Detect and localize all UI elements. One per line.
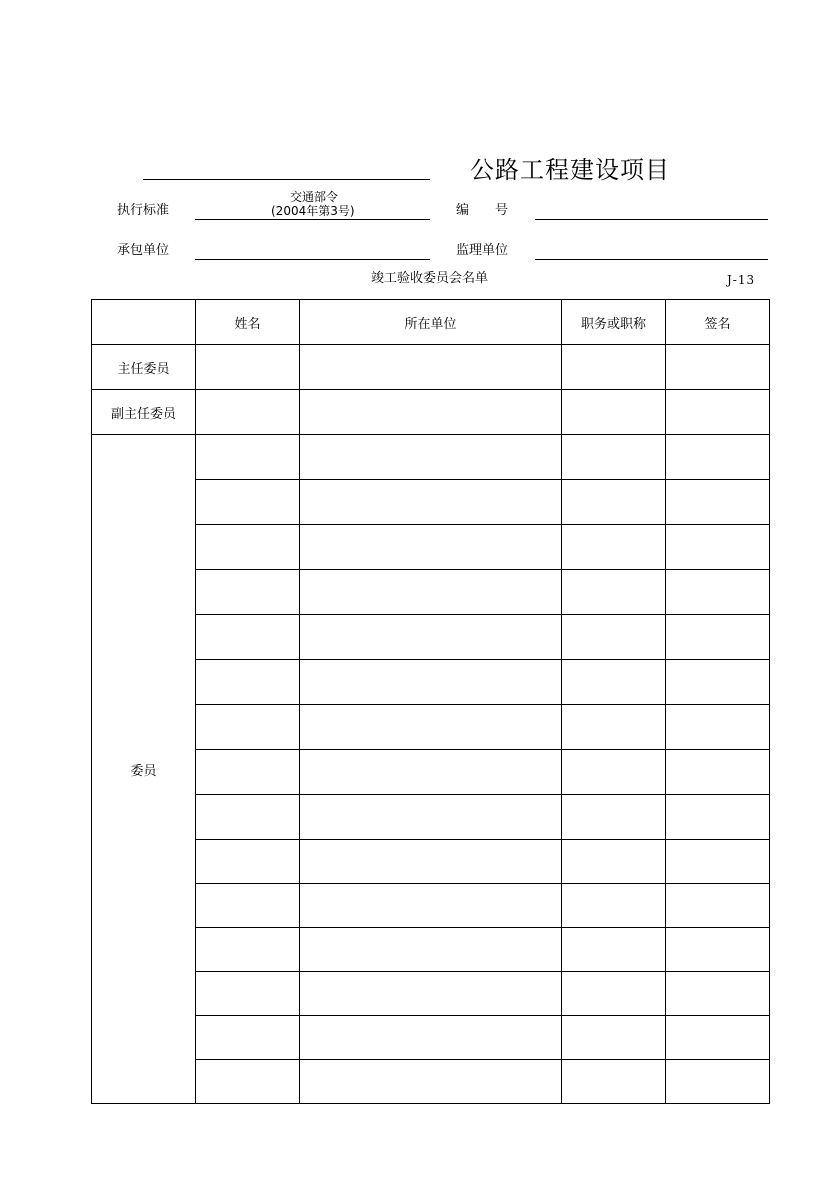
title-cell[interactable] — [562, 840, 666, 884]
signature-cell[interactable] — [666, 525, 770, 570]
title-cell[interactable] — [562, 345, 666, 390]
header-cell-signature: 签名 — [666, 300, 770, 345]
signature-cell[interactable] — [666, 660, 770, 705]
title-cell[interactable] — [562, 972, 666, 1016]
name-cell[interactable] — [196, 928, 300, 972]
title-cell[interactable] — [562, 1060, 666, 1104]
signature-cell[interactable] — [666, 435, 770, 480]
signature-cell[interactable] — [666, 480, 770, 525]
name-cell[interactable] — [196, 435, 300, 480]
supervisor-label: 监理单位 — [456, 243, 509, 258]
form-code: J-13 — [727, 273, 756, 287]
contractor-field-underline[interactable] — [195, 259, 430, 260]
role-cell-chair: 主任委员 — [92, 345, 196, 390]
table-row — [92, 435, 770, 480]
unit-cell[interactable] — [300, 435, 562, 480]
unit-cell[interactable] — [300, 1016, 562, 1060]
title-cell[interactable] — [562, 435, 666, 480]
title-cell[interactable] — [562, 884, 666, 928]
name-cell[interactable] — [196, 884, 300, 928]
header-cell-role — [92, 300, 196, 345]
name-cell[interactable] — [196, 840, 300, 884]
name-cell[interactable] — [196, 570, 300, 615]
supervisor-field-underline[interactable] — [535, 259, 768, 260]
table-header-row — [92, 300, 770, 345]
signature-cell[interactable] — [666, 1060, 770, 1104]
name-cell[interactable] — [196, 795, 300, 840]
signature-cell[interactable] — [666, 840, 770, 884]
signature-cell[interactable] — [666, 750, 770, 795]
unit-cell[interactable] — [300, 795, 562, 840]
table-row — [92, 390, 770, 435]
title-cell[interactable] — [562, 705, 666, 750]
name-cell[interactable] — [196, 345, 300, 390]
project-name-underline — [143, 179, 430, 180]
table-row — [92, 345, 770, 390]
signature-cell[interactable] — [666, 795, 770, 840]
signature-cell[interactable] — [666, 705, 770, 750]
signature-cell[interactable] — [666, 345, 770, 390]
title-cell[interactable] — [562, 928, 666, 972]
name-cell[interactable] — [196, 660, 300, 705]
role-cell-member: 委员 — [92, 435, 196, 1104]
document-title: 公路工程建设项目 — [470, 156, 670, 184]
unit-cell[interactable] — [300, 1060, 562, 1104]
title-cell[interactable] — [562, 390, 666, 435]
signature-cell[interactable] — [666, 390, 770, 435]
name-cell[interactable] — [196, 750, 300, 795]
standard-value-line1: 交通部令 — [290, 190, 339, 204]
header-cell-unit: 所在单位 — [300, 300, 562, 345]
unit-cell[interactable] — [300, 840, 562, 884]
title-cell[interactable] — [562, 1016, 666, 1060]
name-cell[interactable] — [196, 615, 300, 660]
title-cell[interactable] — [562, 480, 666, 525]
signature-cell[interactable] — [666, 570, 770, 615]
committee-roster-table — [91, 299, 770, 1104]
name-cell[interactable] — [196, 480, 300, 525]
name-cell[interactable] — [196, 972, 300, 1016]
header-cell-name: 姓名 — [196, 300, 300, 345]
unit-cell[interactable] — [300, 525, 562, 570]
number-field-underline[interactable] — [535, 219, 768, 220]
number-label: 编 号 — [456, 203, 509, 218]
signature-cell[interactable] — [666, 928, 770, 972]
unit-cell[interactable] — [300, 928, 562, 972]
unit-cell[interactable] — [300, 660, 562, 705]
signature-cell[interactable] — [666, 884, 770, 928]
unit-cell[interactable] — [300, 705, 562, 750]
standard-value-line2: (2004年第3号) — [271, 204, 355, 218]
standard-label: 执行标准 — [117, 203, 170, 218]
title-cell[interactable] — [562, 570, 666, 615]
title-cell[interactable] — [562, 525, 666, 570]
unit-cell[interactable] — [300, 390, 562, 435]
contractor-label: 承包单位 — [117, 243, 170, 258]
unit-cell[interactable] — [300, 570, 562, 615]
header-cell-title: 职务或职称 — [562, 300, 666, 345]
signature-cell[interactable] — [666, 1016, 770, 1060]
title-cell[interactable] — [562, 660, 666, 705]
title-cell[interactable] — [562, 795, 666, 840]
signature-cell[interactable] — [666, 972, 770, 1016]
unit-cell[interactable] — [300, 884, 562, 928]
name-cell[interactable] — [196, 1060, 300, 1104]
role-cell-vice-chair: 副主任委员 — [92, 390, 196, 435]
signature-cell[interactable] — [666, 615, 770, 660]
unit-cell[interactable] — [300, 480, 562, 525]
unit-cell[interactable] — [300, 750, 562, 795]
unit-cell[interactable] — [300, 345, 562, 390]
unit-cell[interactable] — [300, 972, 562, 1016]
title-cell[interactable] — [562, 615, 666, 660]
title-cell[interactable] — [562, 750, 666, 795]
name-cell[interactable] — [196, 390, 300, 435]
name-cell[interactable] — [196, 705, 300, 750]
form-name: 竣工验收委员会名单 — [371, 271, 489, 286]
standard-underline — [195, 219, 430, 220]
unit-cell[interactable] — [300, 615, 562, 660]
name-cell[interactable] — [196, 1016, 300, 1060]
name-cell[interactable] — [196, 525, 300, 570]
